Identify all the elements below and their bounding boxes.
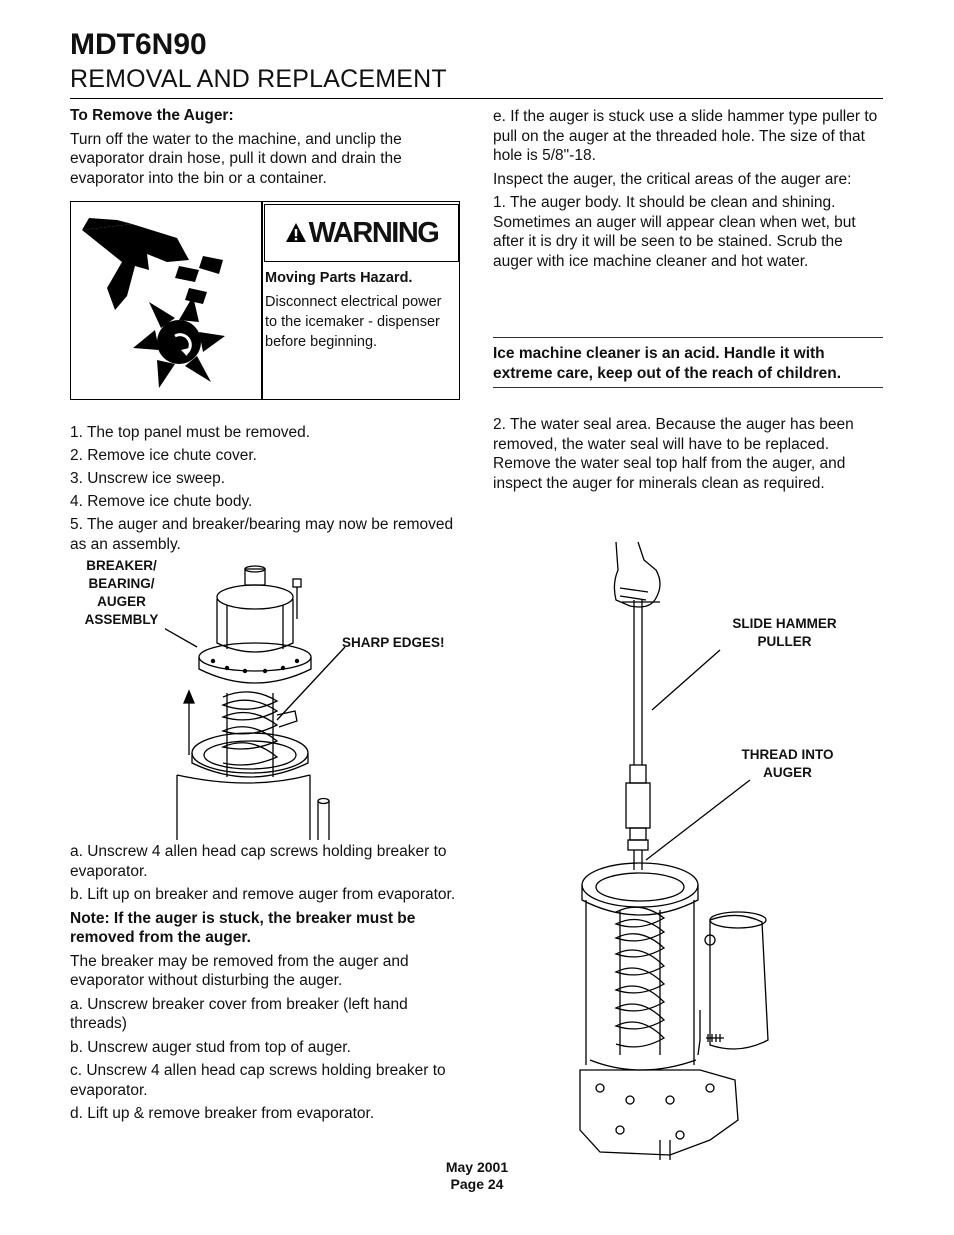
water-seal-paragraph: 2. The water seal area. Because the auger has been removed, the water seal will have to be replaced. Remove the water seal top half from the auger, and inspect the auger for minerals clean as required. (493, 416, 854, 492)
page-footer (0, 1159, 954, 1193)
auger-heading: To Remove the Auger: (70, 107, 234, 124)
step-item: 3. Unscrew ice sweep. (70, 470, 226, 487)
footer-date: May 2001 (445, 1159, 509, 1175)
intro-paragraph: Turn off the water to the machine, and unclip the evaporator drain hose, pull it down and drain the evaporator into the bin or a container. (70, 130, 402, 187)
inspect-paragraph: Inspect the auger, the critical areas of the auger are: (493, 170, 852, 188)
step-item: 2. Remove ice chute cover. (70, 447, 257, 464)
breaker-step-d: d. Lift up & remove breaker from evaporator. (70, 1105, 375, 1122)
warning-title: Moving Parts Hazard. (265, 270, 413, 286)
footer-page: Page 24 (450, 1176, 504, 1192)
warning-triangle-icon (285, 222, 307, 244)
header-rule (70, 98, 883, 99)
slide-hammer-puller-figure (560, 540, 790, 1160)
breaker-step-a: a. Unscrew breaker cover from breaker (left hand threads) (70, 995, 408, 1032)
note-stuck-auger: Note: If the auger is stuck, the breaker must be removed from the auger. (70, 909, 416, 946)
acid-caution: Ice machine cleaner is an acid. Handle it with extreme care, keep out of the reach of children. (493, 337, 883, 388)
warning-body: Disconnect electrical power to the icemaker - dispenser before beginning. (265, 294, 442, 350)
caption-thread-into-auger: THREAD INTO AUGER (741, 747, 834, 780)
step-item: 4. Remove ice chute body. (70, 493, 253, 510)
warning-label: WARNING (308, 216, 439, 249)
warning-header (264, 204, 459, 262)
breaker-step-b: b. Unscrew auger stud from top of auger. (70, 1038, 351, 1056)
breaker-auger-assembly-figure (165, 565, 355, 840)
section-title: REMOVAL AND REPLACEMENT (70, 65, 447, 93)
left-bottom-text (70, 842, 465, 1128)
caption-slide-hammer: SLIDE HAMMER PULLER (732, 616, 837, 649)
step-a: a. Unscrew 4 allen head cap screws holding breaker to evaporator. (70, 843, 447, 880)
left-intro (70, 106, 465, 192)
caption-sharp-edges: SHARP EDGES! (342, 635, 445, 650)
step-e: e. If the auger is stuck use a slide hammer type puller to pull on the auger at the threaded hole. The size of that hole is 5/8"-18. (493, 108, 878, 164)
moving-parts-hazard-icon (77, 210, 252, 390)
breaker-step-c: c. Unscrew 4 allen head cap screws holding breaker to evaporator. (70, 1062, 446, 1099)
caption-breaker-assembly: BREAKER/ BEARING/ AUGER ASSEMBLY (84, 558, 159, 627)
warning-box (70, 201, 460, 400)
step-item: 5. The auger and breaker/bearing may now be removed as an assembly. (70, 516, 454, 553)
right-mid-text (493, 415, 885, 497)
breaker-intro: The breaker may be removed from the auger and evaporator without disturbing the auger. (70, 952, 409, 989)
removal-steps (70, 423, 465, 558)
auger-body-paragraph: 1. The auger body. It should be clean and shining. Sometimes an auger will appear clean when wet, but after it is dry it will be seen to be stained. Scrub the auger with ice machine cleaner and hot water. (493, 194, 856, 270)
step-b: b. Lift up on breaker and remove auger from evaporator. (70, 886, 456, 903)
step-item: 1. The top panel must be removed. (70, 424, 311, 441)
warning-divider (261, 202, 263, 399)
model-title: MDT6N90 (70, 28, 207, 61)
right-top-text (493, 107, 885, 275)
